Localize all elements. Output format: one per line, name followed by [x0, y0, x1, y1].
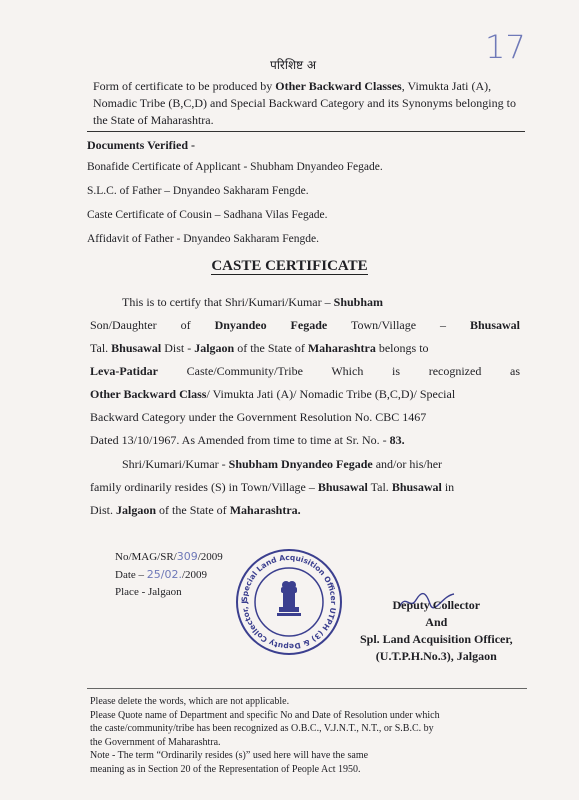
- footnote-line: Please delete the words, which are not applicable.: [90, 696, 290, 707]
- certification-paragraph: This is to certify that Shri/Kumari/Kumar – Shubham Son/Daughter of Dnyandeo Fegade Town/Village – Bhusawal Tal. Bhusawal Dist - Jalgaon of the State of Maharashtra belongs to Leva-Patidar Caste/Community/Tribe Which is recognized as Other Backward Class/ Vimukta Jati (A)/ Nomadic Tribe (B,C,D)/ Special Backward Category under the Government Resolution No. CBC 1467 Dated 13/10/1967. As Amended from time to time at Sr. No. - 83.: [90, 295, 521, 447]
- seal-text: Special Land Acquisition Officer UTPH (3) & Deputy Collector, J: [239, 552, 339, 652]
- appendix-heading: परिशिष्ट अ: [270, 58, 317, 72]
- documents-list: [87, 161, 383, 257]
- official-seal: [234, 547, 344, 657]
- notes-divider: [87, 688, 527, 689]
- issue-date: Date – 25/02./2009: [115, 568, 208, 581]
- signatory-block: Deputy Collector And Spl. Land Acquisition Officer, (U.T.P.H.No.3), Jalgaon: [360, 598, 513, 663]
- intro-text: Form of certificate to be produced by Other Backward Classes, Vimukta Jati (A), Nomadic Tribe (B,C,D) and Special Backward Category and its Synonyms belonging to the State of Maharashtra.: [93, 79, 516, 127]
- certificate-title: CASTE CERTIFICATE: [211, 258, 368, 274]
- document-item: S.L.C. of Father – Dnyandeo Sakharam Fengde.: [87, 185, 309, 197]
- residence-paragraph: Shri/Kumari/Kumar - Shubham Dnyandeo Fegade and/or his/her family ordinarily resides (S) in Town/Village – Bhusawal Tal. Bhusawal in Dist. Jalgaon of the State of Maharashtra.: [90, 457, 455, 517]
- footnote-line: Note - The term “Ordinarily resides (s)” used here will have the same: [90, 750, 369, 761]
- emblem-icon: [277, 581, 301, 616]
- reference-block: [115, 548, 223, 601]
- intro-bold: Other Backward Classes: [275, 79, 402, 93]
- footnote-line: the caste/community/tribe has been recognized as O.B.C., V.J.N.T., N.T., or S.B.C. by: [90, 723, 434, 734]
- signatory-title: Deputy Collector: [392, 598, 481, 612]
- footnote-line: the Government of Maharashtra.: [90, 736, 221, 748]
- footnotes: [90, 695, 440, 776]
- reference-number: No/MAG/SR/309/2009: [115, 550, 223, 563]
- document-item: Bonafide Certificate of Applicant - Shubham Dnyandeo Fegade.: [87, 161, 383, 173]
- documents-heading: Documents Verified -: [87, 138, 195, 152]
- issue-place: Place - Jalgaon: [115, 586, 182, 598]
- divider-rule: [87, 131, 525, 132]
- page-number-handwritten: 17: [485, 28, 526, 66]
- document-item: Affidavit of Father - Dnyandeo Sakharam Fengde.: [87, 233, 319, 245]
- footnote-line: Please Quote name of Department and specific No and Date of Resolution under which: [90, 709, 440, 721]
- footnote-line: meaning as in Section 20 of the Representation of People Act 1950.: [90, 763, 361, 775]
- document-item: Caste Certificate of Cousin – Sadhana Vilas Fegade.: [87, 209, 328, 221]
